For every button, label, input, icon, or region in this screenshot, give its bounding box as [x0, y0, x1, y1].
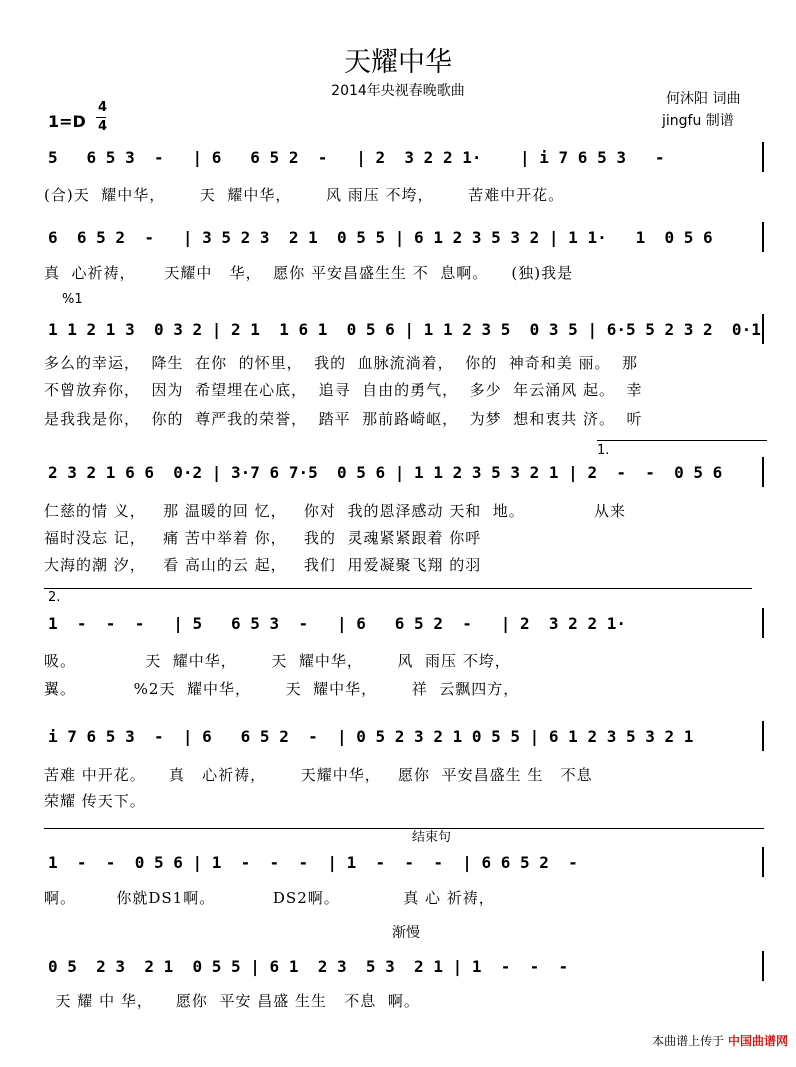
notation-row: 2 3 2 1 6 6 0·2 | 3·7 6 7·5 0 5 6 | 1 1 2 3 5 3 2 1 | 2 - - 0 5 6: [48, 463, 723, 482]
system-end-barline: [762, 142, 764, 172]
notation-row: 1 - - - | 5 6 5 3 - | 6 6 5 2 - | 2 3 2 2 1·: [48, 614, 626, 633]
ending-bracket: [44, 828, 764, 829]
volta-2: 2.: [48, 590, 61, 605]
key-signature: 1=D: [48, 112, 86, 131]
lyric-line: 多么的幸运， 降生 在你 的怀里， 我的 血脉流淌着， 你的 神奇和美 丽。 那: [44, 354, 639, 372]
footer-upload: [652, 1032, 788, 1049]
lyric-line: 啊。 你就DS1啊。 DS2啊。 真 心 祈祷，: [44, 889, 495, 907]
system-end-barline: [762, 951, 764, 981]
ending-label: 结束句: [412, 830, 452, 845]
lyric-line: 仁慈的情 义， 那 温暖的回 忆， 你对 我的恩泽感动 天和 地。 从来: [44, 502, 626, 520]
lyric-line: 荣耀 传天下。: [44, 792, 146, 810]
lyric-line: 苦难 中开花。 真 心祈祷， 天耀中华， 愿你 平安昌盛生 生 不息: [44, 766, 593, 784]
lyric-line: 翼。 %2天 耀中华， 天 耀中华， 祥 云飘四方，: [44, 680, 520, 698]
notation-row: 1 1 2 1 3 0 3 2 | 2 1 1 6 1 0 5 6 | 1 1 2 3 5 0 3 5 | 6·5 5 2 3 2 0·1: [48, 320, 761, 339]
lyric-line: 天 耀 中 华， 愿你 平安 昌盛 生生 不息 啊。: [44, 992, 420, 1010]
lyric-line: 吸。 天 耀中华， 天 耀中华， 风 雨压 不垮，: [44, 652, 511, 670]
footer-logo: 中国曲谱网: [727, 1034, 788, 1048]
notation-row: 6 6 5 2 - | 3 5 2 3 2 1 0 5 5 | 6 1 2 3 5 3 2 | 1 1· 1 0 5 6: [48, 228, 713, 247]
notation-row: 5 6 5 3 - | 6 6 5 2 - | 2 3 2 2 1· | i 7 6 5 3 -: [48, 148, 665, 167]
time-signature-bar: [96, 117, 106, 118]
volta-1: 1.: [597, 443, 610, 458]
system-end-barline: [762, 721, 764, 751]
system-end-barline: [762, 314, 764, 344]
system-end-barline: [762, 608, 764, 638]
lyric-line: 是我我是你， 你的 尊严我的荣誉， 踏平 那前路崎岖， 为梦 想和衷共 济。 听: [44, 410, 643, 428]
system-end-barline: [762, 847, 764, 877]
lyric-line: (合)天 耀中华， 天 耀中华， 风 雨压 不垮， 苦难中开花。: [44, 186, 565, 204]
volta-2-bracket: [44, 588, 752, 589]
notation-row: 1 - - 0 5 6 | 1 - - - | 1 - - - | 6 6 5 2 -: [48, 853, 578, 872]
time-signature-bottom: 4: [98, 119, 108, 134]
lyric-line: 真 心祈祷， 天耀中 华， 愿你 平安昌盛生生 不 息啊。 (独)我是: [44, 264, 574, 282]
lyricist-credit: 何沐阳 词曲: [666, 91, 741, 107]
arranger-credit: jingfu 制谱: [662, 113, 734, 129]
song-subtitle: 2014年央视春晚歌曲: [331, 83, 465, 99]
lyric-line: 不曾放弃你， 因为 希望埋在心底， 追寻 自由的勇气， 多少 年云涌风 起。 幸: [44, 381, 643, 399]
lyric-line: 大海的潮 汐， 看 高山的云 起， 我们 用爱凝聚飞翔 的羽: [44, 556, 482, 574]
notation-row: 0 5 2 3 2 1 0 5 5 | 6 1 2 3 5 3 2 1 | 1 - - -: [48, 957, 569, 976]
notation-row: i 7 6 5 3 - | 6 6 5 2 - | 0 5 2 3 2 1 0 5 5 | 6 1 2 3 5 3 2 1: [48, 727, 694, 746]
system-end-barline: [762, 457, 764, 487]
system-end-barline: [762, 222, 764, 252]
footer-text: 本曲谱上传于: [652, 1034, 725, 1048]
lyric-line: 福时没忘 记， 痛 苦中举着 你， 我的 灵魂紧紧跟着 你呼: [44, 529, 482, 547]
tempo-marking: 渐慢: [392, 925, 420, 941]
time-signature-top: 4: [98, 100, 108, 115]
segno-marker: %1: [62, 292, 83, 307]
song-title: 天耀中华: [344, 47, 452, 78]
volta-1-bracket: [597, 440, 767, 441]
